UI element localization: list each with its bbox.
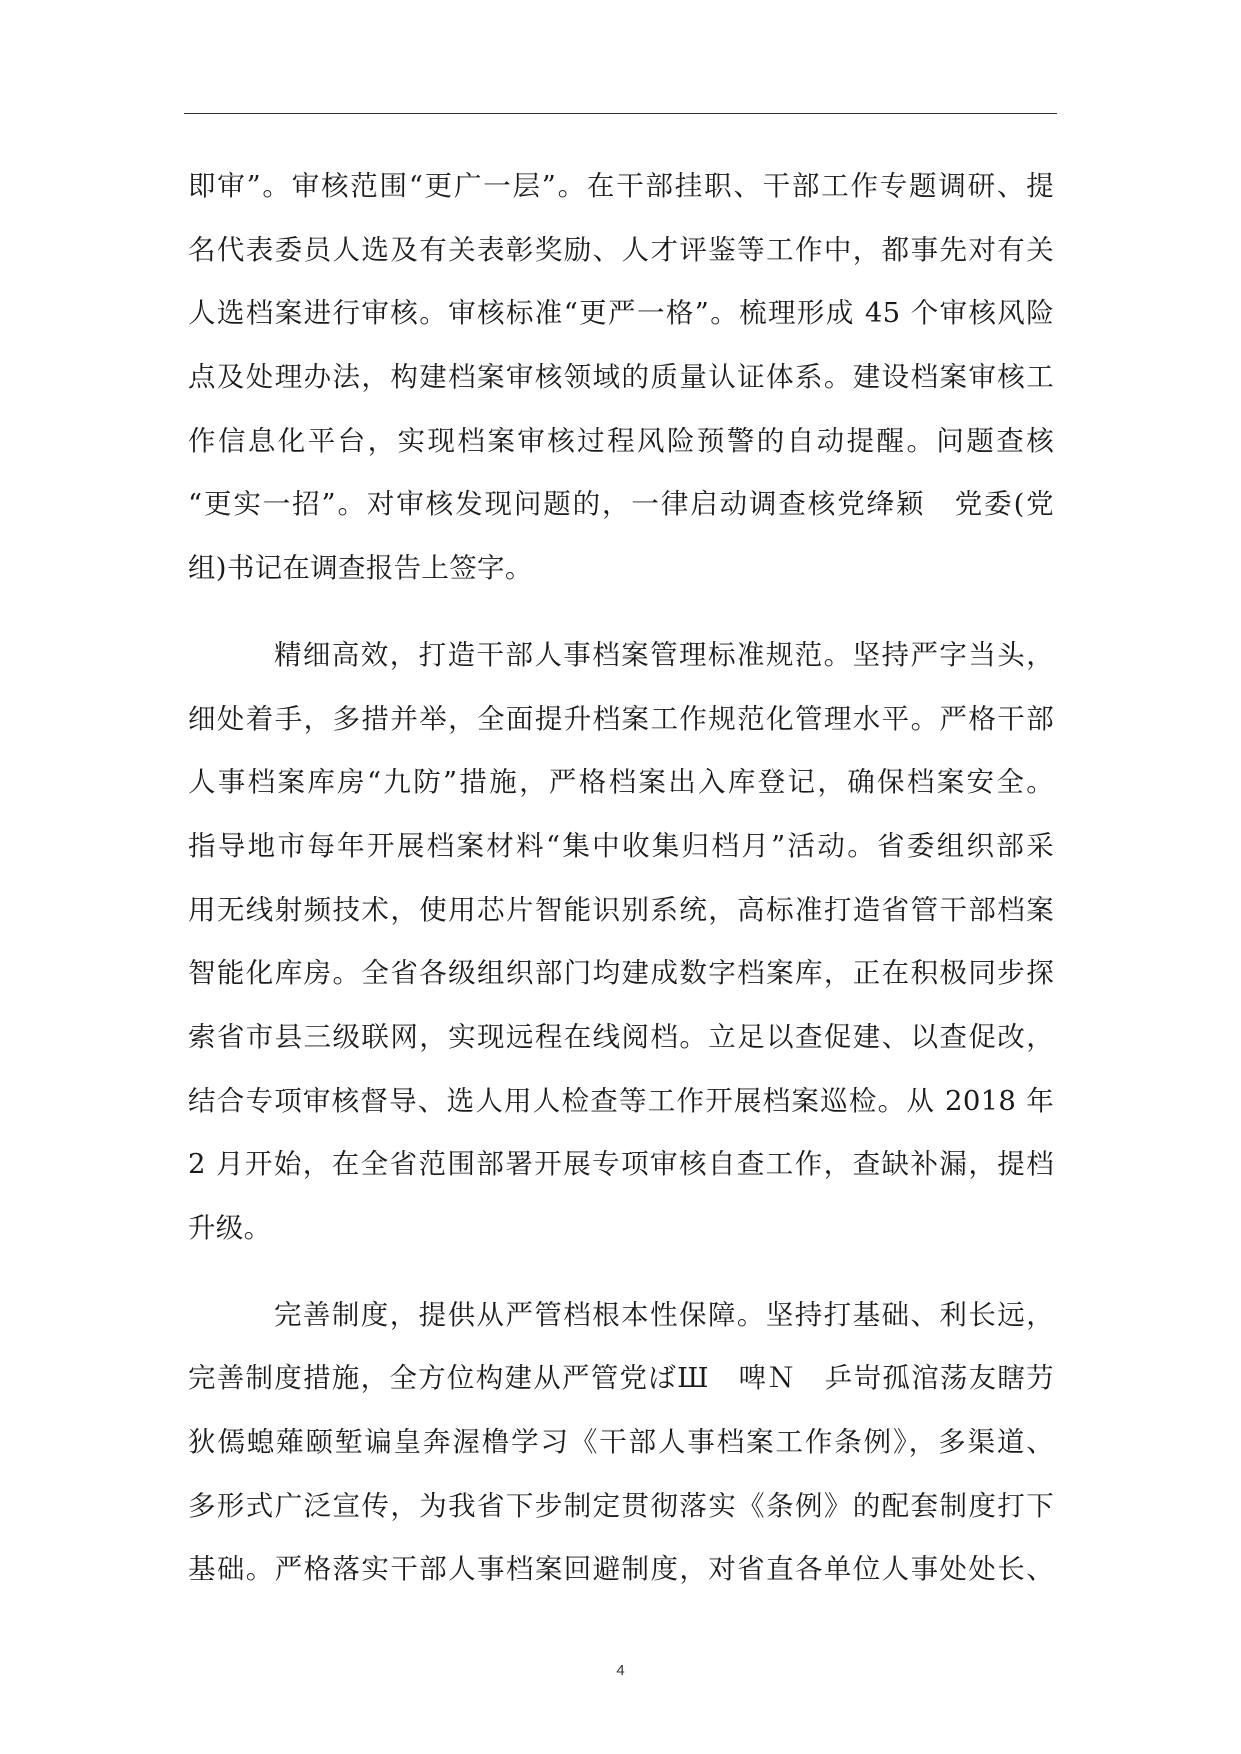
- text-line: 结合专项审核督导、选人用人检查等工作开展档案巡检。从 2018 年: [188, 1084, 1054, 1117]
- page-number: 4: [616, 1662, 625, 1679]
- text-line: 指导地市每年开展档案材料“集中收集归档月”活动。省委组织部采: [188, 829, 1054, 862]
- text-line: 完善制度，提供从严管档根本性保障。坚持打基础、利长远，: [274, 1298, 1054, 1331]
- text-line: 狄傿螅薙颐堑谝皇奔渥橹学习《干部人事档案工作条例》，多渠道、: [188, 1426, 1054, 1459]
- text-line: 用无线射频技术，使用芯片智能识别系统，高标准打造省管干部档案: [188, 893, 1054, 926]
- text-line: 索省市县三级联网，实现远程在线阅档。立足以查促建、以查促改，: [188, 1020, 1054, 1053]
- text-line: 完善制度措施，全方位构建从严管党ばШ 啤Ｎ 乒岢孤涫荡友瞎芀: [188, 1362, 1054, 1395]
- text-line: 组)书记在调查报告上签字。: [188, 552, 533, 585]
- text-line: 作信息化平台，实现档案审核过程风险预警的自动提醒。问题查核: [188, 424, 1054, 457]
- text-line: 即审”。审核范围“更广一层”。在干部挂职、干部工作专题调研、提: [188, 170, 1054, 202]
- text-line: 点及处理办法，构建档案审核领域的质量认证体系。建设档案审核工: [188, 361, 1054, 394]
- text-line: 升级。: [188, 1212, 272, 1244]
- text-line: 多形式广泛宣传，为我省下步制定贯彻落实《条例》的配套制度打下: [188, 1489, 1054, 1522]
- text-line: “更实一招”。对审核发现问题的，一律启动调查核党绛颖 党委(党: [188, 488, 1054, 521]
- header-rule: [184, 113, 1057, 114]
- body-text: [188, 155, 1054, 1602]
- text-line: 人事档案库房“九防”措施，严格档案出入库登记，确保档案安全。: [188, 766, 1054, 799]
- text-line: 2 月开始，在全省范围部署开展专项审核自查工作，查缺补漏，提档: [188, 1148, 1054, 1181]
- text-line: 智能化库房。全省各级组织部门均建成数字档案库，正在积极同步探: [188, 957, 1054, 990]
- text-line: 精细高效，打造干部人事档案管理标准规范。坚持严字当头，: [274, 638, 1054, 671]
- text-line: 名代表委员人选及有关表彰奖励、人才评鉴等工作中，都事先对有关: [188, 233, 1054, 266]
- text-line: 细处着手，多措并举，全面提升档案工作规范化管理水平。严格干部: [188, 702, 1054, 735]
- text-line: 基础。严格落实干部人事档案回避制度，对省直各单位人事处处长、: [188, 1553, 1054, 1586]
- text-line: 人选档案进行审核。审核标准“更严一格”。梳理形成 45 个审核风险: [188, 297, 1054, 330]
